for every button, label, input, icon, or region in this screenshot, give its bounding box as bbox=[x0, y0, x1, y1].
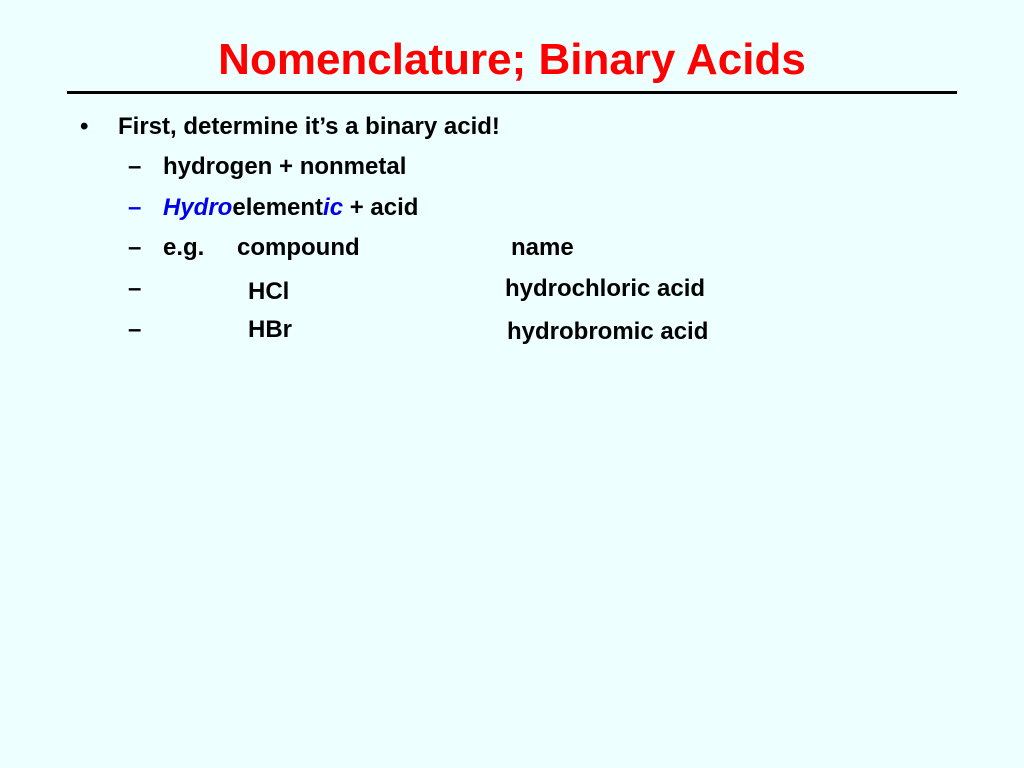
rule-end: + acid bbox=[343, 194, 419, 221]
title-divider bbox=[67, 91, 957, 94]
column-header-name: name bbox=[511, 234, 574, 261]
slide-title: Nomenclature; Binary Acids bbox=[218, 35, 806, 84]
dash-marker: – bbox=[128, 153, 142, 180]
compound-cell: HBr bbox=[248, 316, 293, 343]
table-row bbox=[163, 314, 763, 346]
dash-marker: – bbox=[128, 275, 142, 302]
sub-bullet-naming-rule bbox=[163, 192, 418, 224]
column-header-compound: compound bbox=[237, 234, 360, 261]
acid-name-cell: hydrobromic acid bbox=[507, 318, 709, 345]
compound-cell: HCl bbox=[248, 278, 290, 305]
sub-bullet-hydrogen: hydrogen + nonmetal bbox=[163, 153, 407, 180]
rule-suffix: ic bbox=[323, 194, 344, 221]
bullet-marker: • bbox=[80, 113, 89, 140]
dash-marker: – bbox=[128, 194, 142, 221]
rule-middle: element bbox=[232, 194, 324, 221]
rule-prefix: Hydro bbox=[163, 194, 233, 221]
example-header-row bbox=[163, 232, 663, 264]
example-label: e.g. bbox=[163, 234, 205, 261]
bullet-text: First, determine it’s a binary acid! bbox=[118, 113, 500, 140]
acid-name-cell: hydrochloric acid bbox=[505, 275, 706, 302]
dash-marker: – bbox=[128, 316, 142, 343]
dash-marker: – bbox=[128, 234, 142, 261]
table-row bbox=[163, 273, 763, 305]
